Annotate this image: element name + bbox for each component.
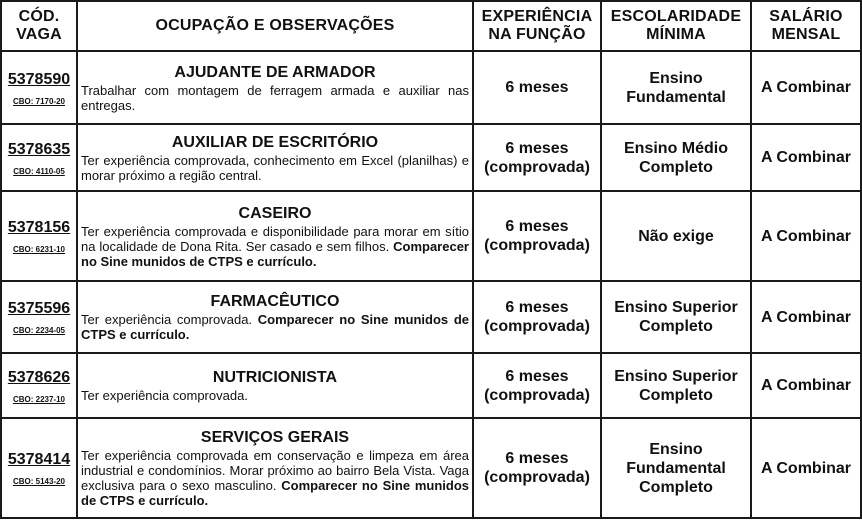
education-cell: Ensino Superior Completo [601,353,751,418]
cbo-code: CBO: 7170-20 [12,96,66,106]
description-text: Ter experiência comprovada em conservação e limpeza em área industrial e condomínios. Morar próximo ao bairro Bela Vista. Vaga exclusiva para o sexo masculino. [81,448,469,493]
description-text: Ter experiência comprovada, conhecimento em Excel (planilhas) e morar próximo a região central. [81,152,469,183]
experience-cell [473,418,601,518]
job-description [81,153,469,183]
code-cell [1,281,77,353]
description-text: Ter experiência comprovada e disponibilidade para morar em sítio na localidade de Dona Rita. Ser casado e sem filhos. [81,223,469,254]
occupation-cell [77,281,473,353]
job-title: SERVIÇOS GERAIS [200,429,350,446]
salary-cell: A Combinar [751,51,861,124]
job-description [81,448,469,508]
cbo-code: CBO: 2234-05 [12,326,66,335]
cbo-code: CBO: 4110-05 [13,166,65,176]
header-experience: EXPERIÊNCIA NA FUNÇÃO [473,1,601,51]
table-row [1,353,861,418]
salary-cell: A Combinar [751,353,861,418]
job-code: 5378626 [7,368,71,386]
experience-cell [473,51,601,124]
header-salary: SALÁRIO MENSAL [751,1,861,51]
header-occupation: OCUPAÇÃO E OBSERVAÇÕES [77,1,473,51]
experience-value: 6 meses [505,367,569,385]
description-bold-text: Comparecer no Sine munidos de CTPS e currículo. [81,478,469,508]
table-row [1,124,861,191]
cbo-code: CBO: 5143-20 [12,477,66,486]
education-cell: Ensino Fundamental Completo [601,418,751,518]
description-text: Ter experiência comprovada. [81,388,248,403]
education-cell: Ensino Fundamental [601,51,751,124]
job-code: 5378635 [7,140,71,158]
table-row [1,418,861,518]
cbo-code: CBO: 6231-10 [12,245,66,254]
experience-value: 6 meses [505,218,569,235]
experience-value: 6 meses [505,79,569,96]
header-education: ESCOLARIDADE MÍNIMA [601,1,751,51]
code-cell [1,353,77,418]
table-row [1,281,861,353]
salary-cell: A Combinar [751,191,861,281]
code-cell [1,418,77,518]
table-row [1,191,861,281]
experience-note: (comprovada) [484,158,590,176]
experience-note: (comprovada) [484,469,590,486]
education-cell: Ensino Médio Completo [601,124,751,191]
experience-note: (comprovada) [484,386,590,404]
experience-value: 6 meses [505,139,569,157]
education-cell: Ensino Superior Completo [601,281,751,353]
job-title: CASEIRO [238,204,312,222]
occupation-cell [77,191,473,281]
job-description [81,312,469,342]
description-bold-text: Comparecer no Sine munidos de CTPS e currículo. [81,312,469,342]
salary-cell: A Combinar [751,281,861,353]
job-title: NUTRICIONISTA [212,369,338,386]
description-bold-text: Comparecer no Sine munidos de CTPS e currículo. [81,238,469,269]
occupation-cell [77,51,473,124]
experience-cell [473,124,601,191]
occupation-cell [77,418,473,518]
occupation-cell [77,124,473,191]
cbo-code: CBO: 2237-10 [12,394,66,404]
description-text: Trabalhar com montagem de ferragem armada e auxiliar nas entregas. [81,82,469,113]
job-code: 5378156 [7,219,71,236]
job-title: AUXILIAR DE ESCRITÓRIO [171,133,379,151]
job-title: AJUDANTE DE ARMADOR [174,63,376,81]
code-cell [1,124,77,191]
experience-cell [473,191,601,281]
job-code: 5375596 [7,300,71,317]
experience-cell [473,281,601,353]
header-code: CÓD. VAGA [1,1,77,51]
header-row [1,1,861,51]
experience-value: 6 meses [505,450,569,467]
job-description [81,224,469,269]
description-text: Ter experiência comprovada. [81,312,253,327]
job-title: FARMACÊUTICO [210,293,340,310]
code-cell [1,191,77,281]
education-cell: Não exige [601,191,751,281]
code-cell [1,51,77,124]
job-code: 5378590 [7,70,71,88]
job-code: 5378414 [7,451,71,468]
salary-cell: A Combinar [751,124,861,191]
job-description [81,388,469,403]
experience-note: (comprovada) [484,318,590,335]
occupation-cell [77,353,473,418]
experience-note: (comprovada) [484,237,590,254]
experience-cell [473,353,601,418]
salary-cell: A Combinar [751,418,861,518]
experience-value: 6 meses [505,299,569,316]
table-row [1,51,861,124]
job-description [81,83,469,113]
